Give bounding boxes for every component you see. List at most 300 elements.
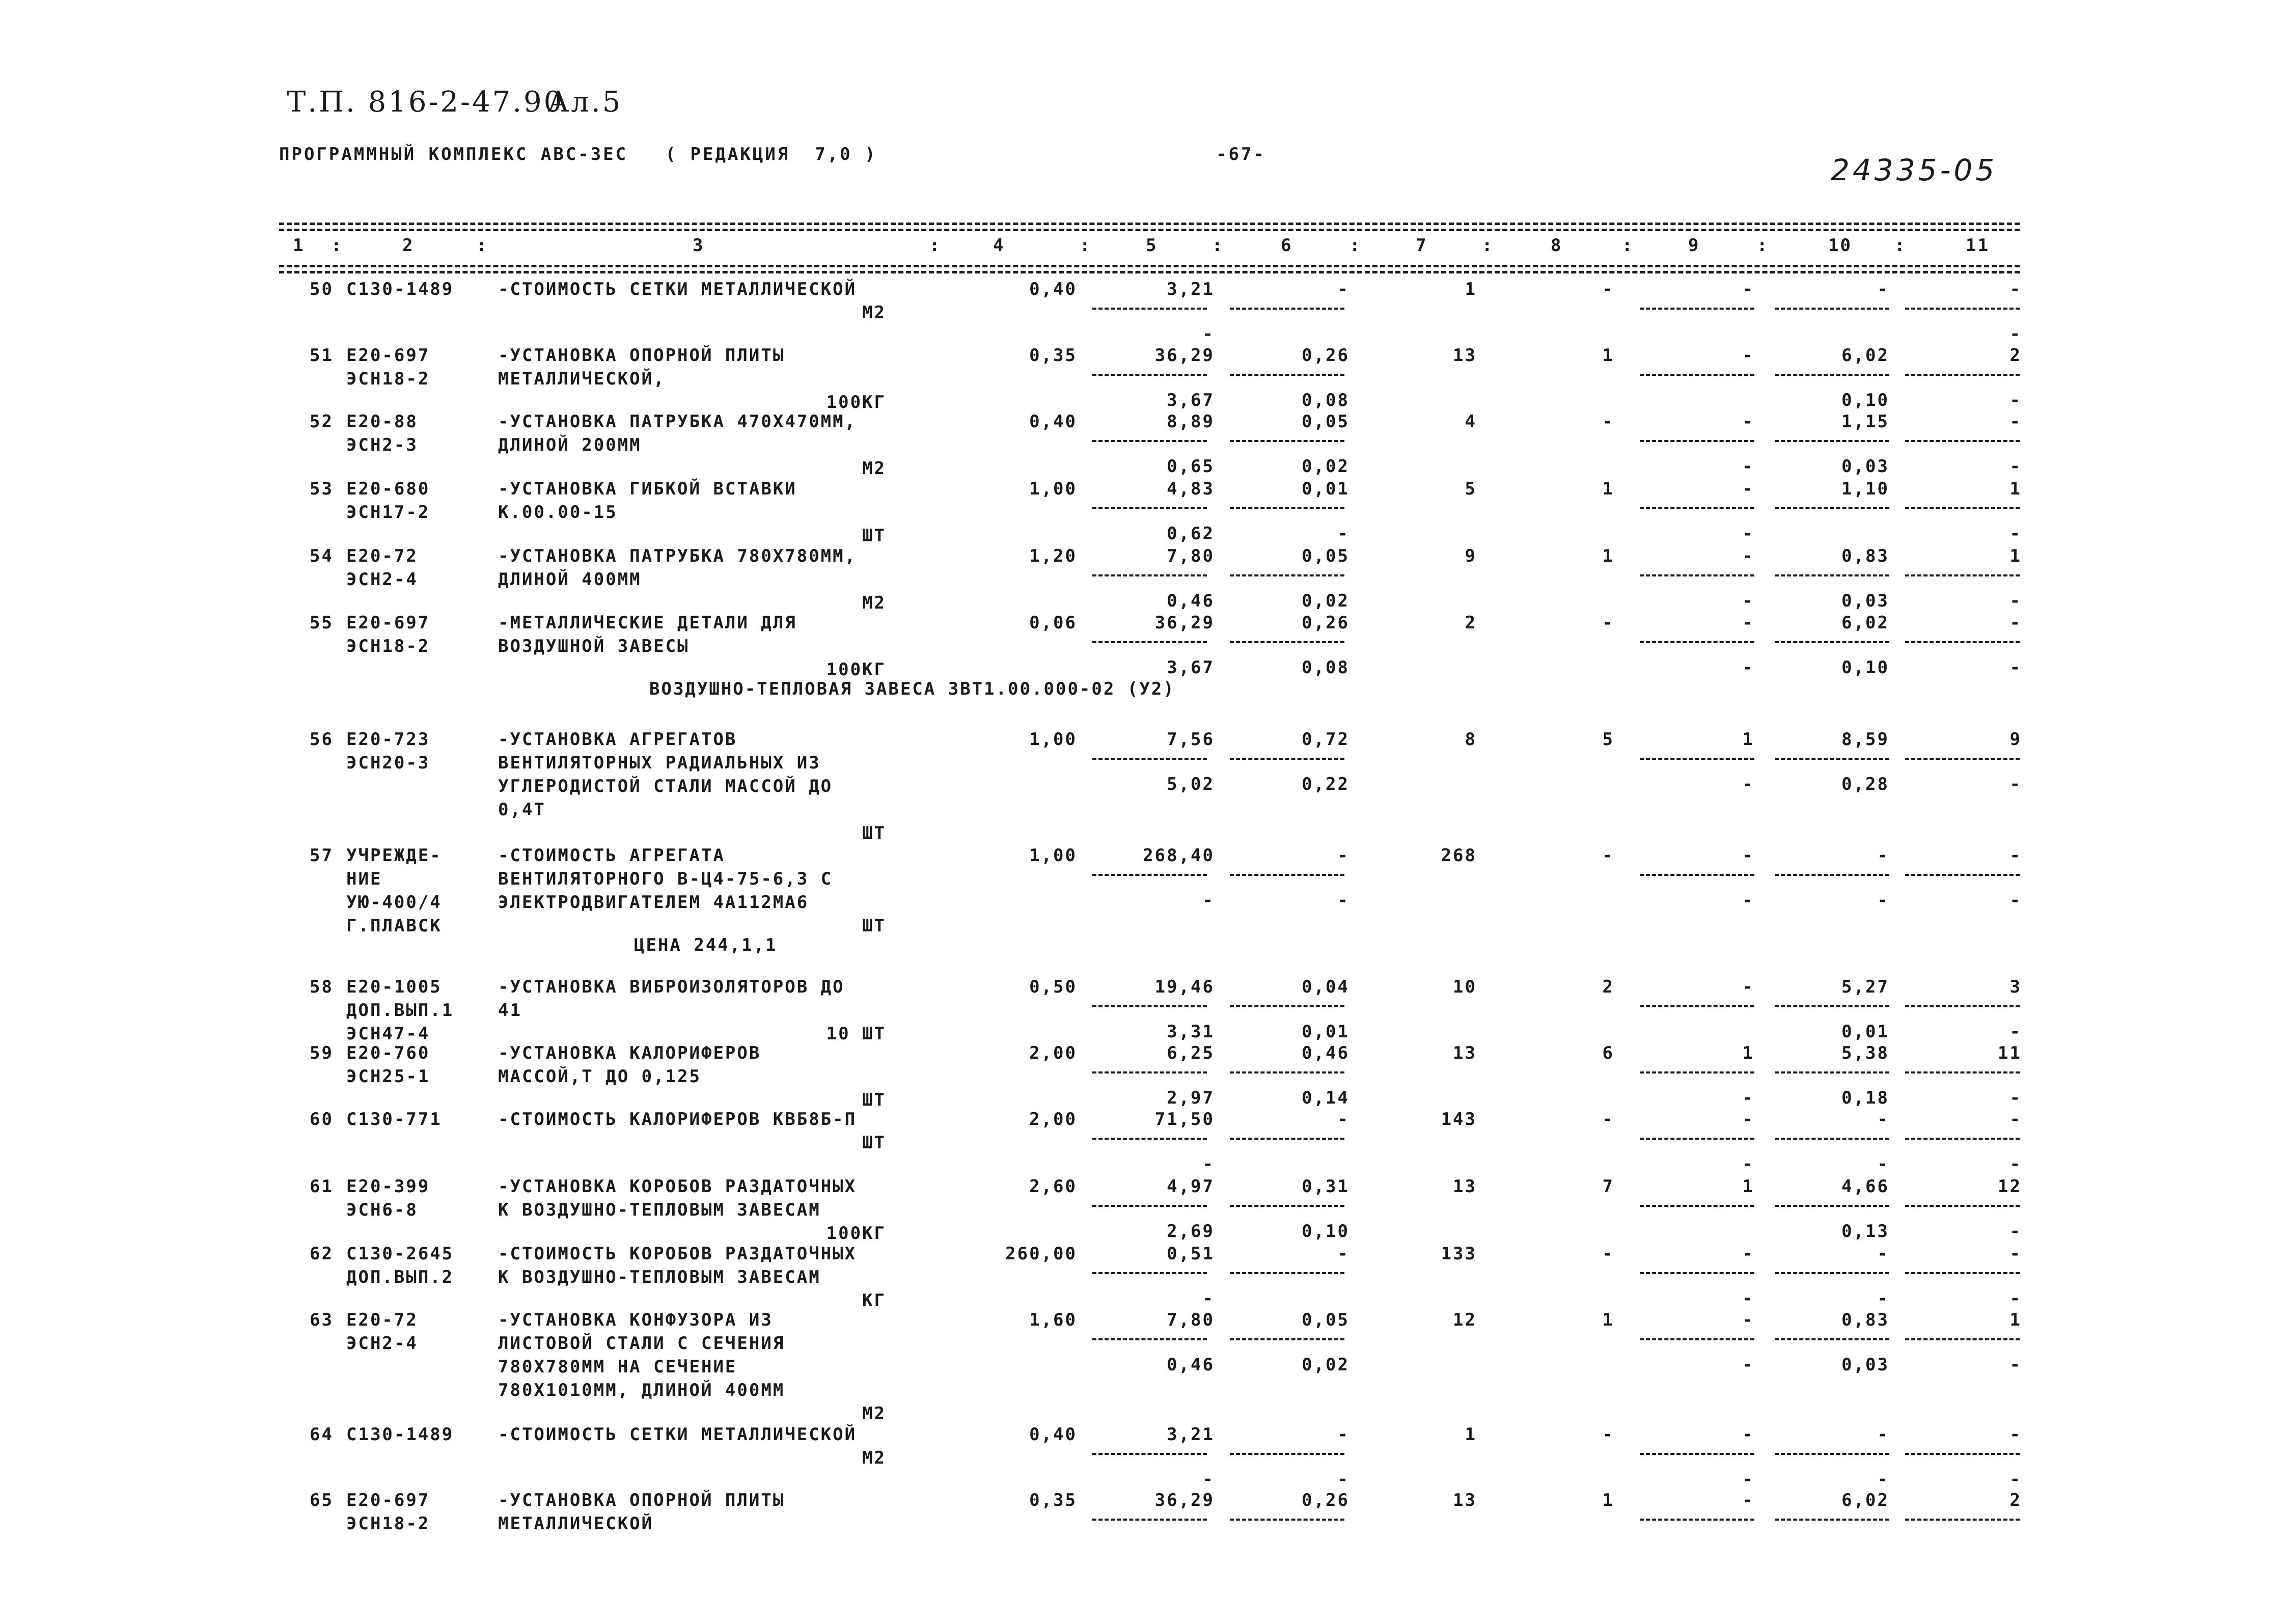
row-c10-bottom: - <box>1877 1288 1889 1309</box>
cell-divider <box>1775 1519 1889 1521</box>
row-c11-top: - <box>2009 613 2022 633</box>
row-unit: М2 <box>862 458 886 479</box>
row-code: С130-2645 <box>346 1244 454 1264</box>
row-c10-top: 6,02 <box>1841 613 1889 633</box>
row-col7: 4 <box>1465 411 1477 432</box>
row-code: С130-771 <box>346 1109 442 1130</box>
cell-divider <box>1092 440 1207 442</box>
cell-divider <box>1905 374 2020 376</box>
row-col7: 13 <box>1453 345 1477 366</box>
cell-divider <box>1230 1071 1344 1074</box>
row-c5-top: 4,97 <box>1167 1176 1215 1197</box>
row-code: ЭСН2-3 <box>346 435 418 455</box>
row-code: ЭСН2-4 <box>346 1333 418 1354</box>
row-c10-top: 1,10 <box>1841 479 1889 499</box>
row-c10-bottom: - <box>1877 890 1889 911</box>
row-number: 65 <box>310 1490 334 1510</box>
row-c6-bottom: 0,02 <box>1302 591 1349 611</box>
cell-divider <box>1640 1071 1754 1074</box>
row-c5-bottom: - <box>1202 1288 1215 1309</box>
row-c5-bottom: 0,62 <box>1167 524 1215 544</box>
row-unit: ШТ <box>862 823 886 843</box>
column-header-5: 5 <box>1146 235 1158 256</box>
cell-divider <box>1905 308 2020 310</box>
row-c6-bottom: 0,08 <box>1302 657 1349 678</box>
row-c9-bottom: - <box>1742 1288 1754 1309</box>
cell-divider <box>1905 1071 2020 1074</box>
column-separator: : <box>929 235 940 256</box>
row-col7: 268 <box>1441 845 1477 866</box>
row-c5-top: 7,80 <box>1167 1310 1215 1330</box>
cell-divider <box>1092 574 1207 576</box>
cell-divider <box>1775 1272 1889 1274</box>
column-header-7: 7 <box>1416 235 1428 256</box>
row-c9-bottom: - <box>1742 890 1754 911</box>
row-code: Е20-680 <box>346 479 430 499</box>
cell-divider <box>1092 1453 1207 1455</box>
row-description: МЕТАЛЛИЧЕСКОЙ <box>498 1513 654 1534</box>
cell-divider <box>1092 1138 1207 1140</box>
cell-divider <box>1640 1205 1754 1207</box>
row-c11-bottom: - <box>2009 657 2022 678</box>
row-c11-top: - <box>2009 845 2022 866</box>
row-c11-bottom: - <box>2009 1355 2022 1375</box>
row-c5-bottom: - <box>1202 1469 1215 1490</box>
row-col7: 1 <box>1465 1424 1477 1445</box>
row-c6-top: 0,26 <box>1302 345 1349 366</box>
row-c11-top: 11 <box>1998 1043 2022 1063</box>
row-number: 60 <box>310 1109 334 1130</box>
row-number: 56 <box>310 729 334 750</box>
row-col8: 2 <box>1602 977 1614 997</box>
row-c6-top: - <box>1337 845 1349 866</box>
row-code: УЮ-400/4 <box>346 892 442 913</box>
cell-divider <box>1775 374 1889 376</box>
row-number: 50 <box>310 279 334 299</box>
row-c6-top: 0,04 <box>1302 977 1349 997</box>
row-c11-top: 1 <box>2009 1310 2022 1330</box>
row-description: ЛИСТОВОЙ СТАЛИ С СЕЧЕНИЯ <box>498 1333 785 1354</box>
row-c6-top: - <box>1337 1109 1349 1130</box>
row-c6-top: - <box>1337 1424 1349 1445</box>
row-number: 64 <box>310 1424 334 1445</box>
row-c6-bottom: 0,01 <box>1302 1022 1349 1042</box>
row-c9-top: - <box>1742 1490 1754 1510</box>
row-c5-top: 3,21 <box>1167 1424 1215 1445</box>
header-top-rule-2 <box>279 229 2020 231</box>
cell-divider <box>1092 308 1207 310</box>
row-c10-bottom: - <box>1877 1469 1889 1490</box>
row-c5-top: 19,46 <box>1154 977 1215 997</box>
row-description: 41 <box>498 1000 522 1021</box>
row-description: -УСТАНОВКА КОНФУЗОРА ИЗ <box>498 1310 773 1330</box>
row-c9-bottom: - <box>1742 774 1754 794</box>
row-c9-bottom: - <box>1742 524 1754 544</box>
row-number: 53 <box>310 479 334 499</box>
row-c10-bottom: 0,28 <box>1841 774 1889 794</box>
row-c9-top: 1 <box>1742 729 1754 750</box>
row-quantity: 1,00 <box>1029 845 1077 866</box>
row-c10-top: 5,38 <box>1841 1043 1889 1063</box>
row-col7: 13 <box>1453 1176 1477 1197</box>
row-c10-top: 5,27 <box>1841 977 1889 997</box>
row-c9-top: 1 <box>1742 1176 1754 1197</box>
cell-divider <box>1640 1272 1754 1274</box>
row-c10-bottom: 0,10 <box>1841 657 1889 678</box>
cell-divider <box>1092 1071 1207 1074</box>
row-col7: 12 <box>1453 1310 1477 1330</box>
row-c6-top: 0,26 <box>1302 1490 1349 1510</box>
row-c9-top: - <box>1742 411 1754 432</box>
cell-divider <box>1905 758 2020 760</box>
cell-divider <box>1092 758 1207 760</box>
column-separator: : <box>1212 235 1223 256</box>
row-number: 57 <box>310 845 334 866</box>
row-col8: - <box>1602 613 1614 633</box>
row-c10-top: 0,83 <box>1841 546 1889 566</box>
row-c5-bottom: - <box>1202 1154 1215 1174</box>
header-top-rule <box>279 223 2020 225</box>
row-c5-bottom: 2,69 <box>1167 1221 1215 1242</box>
row-quantity: 0,50 <box>1029 977 1077 997</box>
cell-divider <box>1230 758 1344 760</box>
cell-divider <box>1640 1005 1754 1007</box>
cell-divider <box>1640 1453 1754 1455</box>
row-col7: 8 <box>1465 729 1477 750</box>
cell-divider <box>1230 374 1344 376</box>
row-code: Е20-760 <box>346 1043 430 1063</box>
row-description: ДЛИНОЙ 200ММ <box>498 435 642 455</box>
row-c10-bottom: 0,03 <box>1841 591 1889 611</box>
row-c11-top: 9 <box>2009 729 2022 750</box>
row-c5-bottom: 5,02 <box>1167 774 1215 794</box>
row-description: 780Х1010ММ, ДЛИНОЙ 400ММ <box>498 1380 785 1400</box>
row-col8: - <box>1602 1244 1614 1264</box>
cell-divider <box>1092 641 1207 643</box>
cell-divider <box>1640 1138 1754 1140</box>
row-c5-bottom: 3,31 <box>1167 1022 1215 1042</box>
cell-divider <box>1775 308 1889 310</box>
row-c6-top: 0,26 <box>1302 613 1349 633</box>
row-c9-bottom: - <box>1742 1355 1754 1375</box>
cell-divider <box>1905 440 2020 442</box>
row-c10-bottom: - <box>1877 1154 1889 1174</box>
cell-divider <box>1230 308 1344 310</box>
row-col8: - <box>1602 1109 1614 1130</box>
row-c11-bottom: - <box>2009 1022 2022 1042</box>
cell-divider <box>1905 1519 2020 1521</box>
cell-divider <box>1775 758 1889 760</box>
row-code: ЭСН6-8 <box>346 1200 418 1220</box>
row-code: ЭСН18-2 <box>346 636 430 656</box>
cell-divider <box>1230 1005 1344 1007</box>
column-separator: : <box>1080 235 1090 256</box>
row-c6-bottom: 0,14 <box>1302 1088 1349 1108</box>
row-quantity: 0,35 <box>1029 345 1077 366</box>
row-c11-bottom: - <box>2009 890 2022 911</box>
row-description: МЕТАЛЛИЧЕСКОЙ, <box>498 369 666 389</box>
row-description: К.00.00-15 <box>498 502 618 522</box>
row-c10-top: - <box>1877 1244 1889 1264</box>
row-description: -УСТАНОВКА ПАТРУБКА 470Х470ММ, <box>498 411 857 432</box>
row-c6-bottom: - <box>1337 890 1349 911</box>
row-c6-bottom: 0,22 <box>1302 774 1349 794</box>
row-unit: 10 ШТ <box>826 1024 886 1044</box>
cell-divider <box>1230 1138 1344 1140</box>
row-description: -СТОИМОСТЬ СЕТКИ МЕТАЛЛИЧЕСКОЙ <box>498 279 857 299</box>
row-c9-bottom: - <box>1742 1088 1754 1108</box>
row-description: УГЛЕРОДИСТОЙ СТАЛИ МАССОЙ ДО <box>498 776 833 796</box>
row-code: Е20-697 <box>346 345 430 366</box>
row-quantity: 260,00 <box>1005 1244 1077 1264</box>
row-c9-top: - <box>1742 1424 1754 1445</box>
cell-divider <box>1905 641 2020 643</box>
cell-divider <box>1230 1338 1344 1340</box>
column-separator: : <box>476 235 487 256</box>
row-unit: М2 <box>862 1403 886 1424</box>
row-c10-top: - <box>1877 279 1889 299</box>
cell-divider <box>1092 1205 1207 1207</box>
row-unit: 100КГ <box>826 392 886 412</box>
row-number: 59 <box>310 1043 334 1063</box>
row-code: Е20-697 <box>346 613 430 633</box>
row-c9-bottom: - <box>1742 1154 1754 1174</box>
row-unit: М2 <box>862 1448 886 1468</box>
row-c9-top: 1 <box>1742 1043 1754 1063</box>
row-code: НИЕ <box>346 869 382 889</box>
row-c6-bottom: 0,08 <box>1302 390 1349 410</box>
row-c11-top: - <box>2009 1244 2022 1264</box>
row-col7: 2 <box>1465 613 1477 633</box>
cell-divider <box>1905 507 2020 509</box>
row-c9-top: - <box>1742 1244 1754 1264</box>
row-c11-bottom: - <box>2009 390 2022 410</box>
cell-divider <box>1230 574 1344 576</box>
row-code: ЭСН17-2 <box>346 502 430 522</box>
cell-divider <box>1775 1338 1889 1340</box>
row-c11-top: - <box>2009 1424 2022 1445</box>
row-code: Е20-72 <box>346 1310 418 1330</box>
column-header-8: 8 <box>1551 235 1563 256</box>
row-description: ВЕНТИЛЯТОРНЫХ РАДИАЛЬНЫХ ИЗ <box>498 753 821 773</box>
cell-divider <box>1230 507 1344 509</box>
column-separator: : <box>1349 235 1360 256</box>
row-c11-bottom: - <box>2009 1088 2022 1108</box>
row-code: С130-1489 <box>346 1424 454 1445</box>
row-c5-bottom: 3,67 <box>1167 390 1215 410</box>
row-c10-top: 8,59 <box>1841 729 1889 750</box>
column-header-2: 2 <box>402 235 415 256</box>
cell-divider <box>1775 507 1889 509</box>
row-quantity: 1,20 <box>1029 546 1077 566</box>
row-c6-bottom: - <box>1337 1469 1349 1490</box>
row-col7: 1 <box>1465 279 1477 299</box>
header-bottom-rule <box>279 265 2020 267</box>
row-c6-top: - <box>1337 279 1349 299</box>
row-c5-bottom: - <box>1202 890 1215 911</box>
row-c9-bottom: - <box>1742 456 1754 477</box>
row-c6-bottom: 0,10 <box>1302 1221 1349 1242</box>
row-description: К ВОЗДУШНО-ТЕПЛОВЫМ ЗАВЕСАМ <box>498 1200 821 1220</box>
cell-divider <box>1640 1519 1754 1521</box>
row-description: -СТОИМОСТЬ КОРОБОВ РАЗДАТОЧНЫХ <box>498 1244 857 1264</box>
row-c6-top: 0,05 <box>1302 411 1349 432</box>
row-code: Г.ПЛАВСК <box>346 916 442 936</box>
row-c10-top: - <box>1877 845 1889 866</box>
row-col7: 13 <box>1453 1043 1477 1063</box>
column-header-6: 6 <box>1281 235 1293 256</box>
row-description: -СТОИМОСТЬ АГРЕГАТА <box>498 845 725 866</box>
row-col7: 9 <box>1465 546 1477 566</box>
cell-divider <box>1640 874 1754 876</box>
cell-divider <box>1640 641 1754 643</box>
cell-divider <box>1230 874 1344 876</box>
row-description: -УСТАНОВКА ОПОРНОЙ ПЛИТЫ <box>498 1490 785 1510</box>
cell-divider <box>1230 1519 1344 1521</box>
cell-divider <box>1775 1205 1889 1207</box>
row-quantity: 0,35 <box>1029 1490 1077 1510</box>
row-c9-top: - <box>1742 345 1754 366</box>
cell-divider <box>1775 1005 1889 1007</box>
row-c11-bottom: - <box>2009 591 2022 611</box>
cell-divider <box>1905 574 2020 576</box>
column-header-3: 3 <box>693 235 705 256</box>
row-c11-top: 1 <box>2009 479 2022 499</box>
row-c10-bottom: 0,13 <box>1841 1221 1889 1242</box>
column-header-10: 10 <box>1828 235 1852 256</box>
row-c5-top: 6,25 <box>1167 1043 1215 1063</box>
cell-divider <box>1092 1338 1207 1340</box>
row-c6-top: - <box>1337 1244 1349 1264</box>
row-c11-top: - <box>2009 1109 2022 1130</box>
row-c5-top: 4,83 <box>1167 479 1215 499</box>
row-quantity: 1,00 <box>1029 479 1077 499</box>
row-unit: ШТ <box>862 916 886 936</box>
row-c9-bottom: - <box>1742 1469 1754 1490</box>
row-c5-top: 7,80 <box>1167 546 1215 566</box>
row-col8: 1 <box>1602 479 1614 499</box>
row-c9-top: - <box>1742 845 1754 866</box>
row-unit: 100КГ <box>826 659 886 680</box>
row-code: ЭСН2-4 <box>346 569 418 590</box>
row-c6-bottom: 0,02 <box>1302 456 1349 477</box>
row-c10-top: - <box>1877 1424 1889 1445</box>
row-col8: - <box>1602 1424 1614 1445</box>
row-c10-bottom: 0,01 <box>1841 1022 1889 1042</box>
row-c6-top: 0,01 <box>1302 479 1349 499</box>
cell-divider <box>1905 874 2020 876</box>
row-code: Е20-723 <box>346 729 430 750</box>
row-c11-top: 12 <box>1998 1176 2022 1197</box>
row-code: ЭСН18-2 <box>346 369 430 389</box>
row-description: -УСТАНОВКА ОПОРНОЙ ПЛИТЫ <box>498 345 785 366</box>
row-c6-top: 0,72 <box>1302 729 1349 750</box>
row-code: ЭСН18-2 <box>346 1513 430 1534</box>
cell-divider <box>1905 1272 2020 1274</box>
row-c5-bottom: 0,46 <box>1167 591 1215 611</box>
row-col8: 1 <box>1602 546 1614 566</box>
row-c6-bottom: - <box>1337 524 1349 544</box>
row-description: -УСТАНОВКА АГРЕГАТОВ <box>498 729 737 750</box>
column-separator: : <box>1622 235 1633 256</box>
row-c10-bottom: 0,03 <box>1841 456 1889 477</box>
cell-divider <box>1640 308 1754 310</box>
handwritten-stamp: 24335-05 <box>1831 153 1998 187</box>
cell-divider <box>1230 1453 1344 1455</box>
row-c11-bottom: - <box>2009 324 2022 344</box>
column-separator: : <box>1482 235 1493 256</box>
row-c10-top: 4,66 <box>1841 1176 1889 1197</box>
cell-divider <box>1640 1338 1754 1340</box>
row-quantity: 0,40 <box>1029 1424 1077 1445</box>
row-col7: 133 <box>1441 1244 1477 1264</box>
row-c5-bottom: 0,65 <box>1167 456 1215 477</box>
row-description: -СТОИМОСТЬ СЕТКИ МЕТАЛЛИЧЕСКОЙ <box>498 1424 857 1445</box>
row-c11-bottom: - <box>2009 1154 2022 1174</box>
cell-divider <box>1092 1519 1207 1521</box>
row-col8: 1 <box>1602 345 1614 366</box>
section-note: ВОЗДУШНО-ТЕПЛОВАЯ ЗАВЕСА ЗВТ1.00.000-02 (У2) <box>649 679 1175 699</box>
cell-divider <box>1905 1453 2020 1455</box>
row-c5-bottom: 0,46 <box>1167 1355 1215 1375</box>
cell-divider <box>1775 1453 1889 1455</box>
row-quantity: 1,00 <box>1029 729 1077 750</box>
row-col8: 5 <box>1602 729 1614 750</box>
row-c5-top: 36,29 <box>1154 613 1215 633</box>
row-c5-top: 7,56 <box>1167 729 1215 750</box>
row-c11-bottom: - <box>2009 1288 2022 1309</box>
cell-divider <box>1775 1138 1889 1140</box>
row-quantity: 2,00 <box>1029 1043 1077 1063</box>
row-col7: 5 <box>1465 479 1477 499</box>
row-unit: М2 <box>862 593 886 613</box>
cell-divider <box>1905 1205 2020 1207</box>
header-bottom-rule-2 <box>279 271 2020 273</box>
row-c5-top: 36,29 <box>1154 1490 1215 1510</box>
row-description: -УСТАНОВКА КАЛОРИФЕРОВ <box>498 1043 761 1063</box>
row-c10-top: - <box>1877 1109 1889 1130</box>
row-c5-bottom: 2,97 <box>1167 1088 1215 1108</box>
cell-divider <box>1230 1272 1344 1274</box>
row-number: 63 <box>310 1310 334 1330</box>
row-quantity: 0,40 <box>1029 279 1077 299</box>
row-c10-bottom: 0,18 <box>1841 1088 1889 1108</box>
cell-divider <box>1775 1071 1889 1074</box>
row-c9-top: - <box>1742 1109 1754 1130</box>
row-c5-top: 268,40 <box>1143 845 1215 866</box>
row-description: -УСТАНОВКА ГИБКОЙ ВСТАВКИ <box>498 479 797 499</box>
row-description: -УСТАНОВКА ПАТРУБКА 780Х780ММ, <box>498 546 857 566</box>
row-c11-bottom: - <box>2009 1469 2022 1490</box>
row-code: ЭСН20-3 <box>346 753 430 773</box>
row-description: МАССОЙ,Т ДО 0,125 <box>498 1066 701 1087</box>
row-description: -СТОИМОСТЬ КАЛОРИФЕРОВ КВБ8Б-П <box>498 1109 857 1130</box>
cell-divider <box>1230 440 1344 442</box>
row-quantity: 2,00 <box>1029 1109 1077 1130</box>
row-c11-bottom: - <box>2009 456 2022 477</box>
row-unit: М2 <box>862 302 886 323</box>
row-col8: 1 <box>1602 1490 1614 1510</box>
row-c5-top: 8,89 <box>1167 411 1215 432</box>
row-c11-top: 2 <box>2009 1490 2022 1510</box>
row-unit: 100КГ <box>826 1223 886 1244</box>
row-number: 52 <box>310 411 334 432</box>
row-c6-top: 0,05 <box>1302 1310 1349 1330</box>
cell-divider <box>1092 874 1207 876</box>
row-col7: 143 <box>1441 1109 1477 1130</box>
row-number: 61 <box>310 1176 334 1197</box>
row-col8: - <box>1602 279 1614 299</box>
